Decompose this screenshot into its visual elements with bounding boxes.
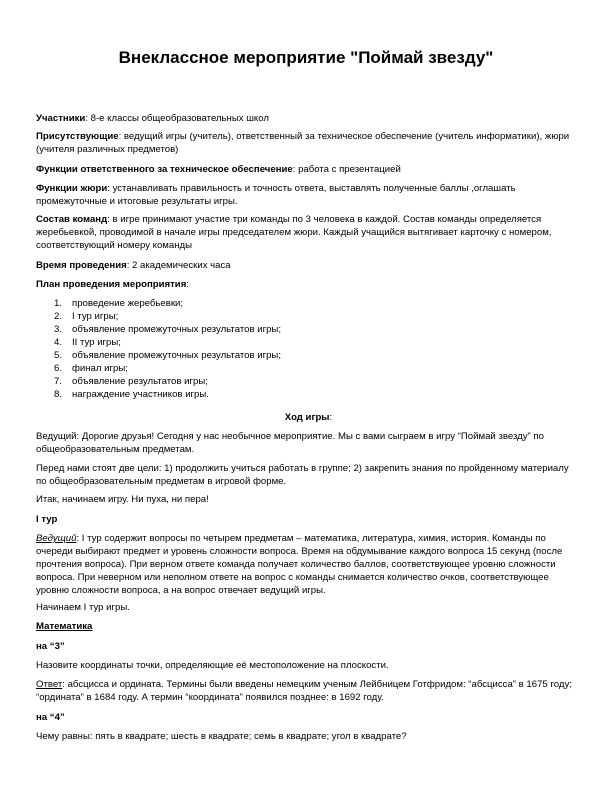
- list-item-number: 2.: [54, 311, 63, 322]
- math-answer-paragraph: [36, 678, 581, 704]
- math-q3-text: Назовите координаты точки, определяющие её местоположение на плоскости.: [36, 660, 389, 671]
- list-item-number: 1.: [54, 298, 63, 309]
- list-item-number: 6.: [54, 363, 63, 374]
- teams-paragraph: [36, 213, 581, 252]
- round1-heading: I тур: [36, 514, 58, 525]
- plan-suffix: :: [186, 279, 189, 290]
- list-item-number: 7.: [54, 376, 63, 387]
- list-item-number: 3.: [54, 324, 63, 335]
- list-item-text: награждение участников игры.: [72, 389, 209, 400]
- time-paragraph: [36, 259, 581, 272]
- list-item-text: финал игры;: [72, 363, 128, 374]
- tech-paragraph: [36, 163, 581, 176]
- tech-text: : работа с презентацией: [292, 164, 401, 175]
- document-title: Внеклассное мероприятие "Поймай звезду": [118, 48, 494, 67]
- list-item-text: проведение жеребьевки;: [72, 298, 184, 309]
- tech-label: Функции ответственного за техническое обеспечение: [36, 164, 293, 175]
- participants-label: Участники: [36, 113, 86, 124]
- jury-text: : устанавливать правильность и точность ответа, выставлять полученные баллы ,оглашать промежуточные и итоговые результаты игры.: [36, 183, 516, 207]
- list-item-text: II тур игры;: [72, 337, 121, 348]
- teams-text: : в игре принимают участие три команды по 3 человека в каждой. Состав команды определяется жеребьевкой, проводимой в начале игры председателем жюри. Каждый учащийся вытягивает карточку с номером, соответствующий номеру команды: [36, 214, 552, 251]
- list-item-number: 5.: [54, 350, 63, 361]
- math-answer-label: Ответ: [36, 679, 63, 690]
- intro-paragraph-1: Ведущий: Дорогие друзья! Сегодня у нас необычное мероприятие. Мы с вами сыграем в игру “Поймай звезду” по общеобразовательным предметам.: [36, 431, 544, 455]
- plan-label: План проведения мероприятия: [36, 279, 187, 290]
- time-label: Время проведения: [36, 260, 127, 271]
- list-item-number: 8.: [54, 389, 63, 400]
- math-heading: Математика: [36, 621, 93, 632]
- present-label: Присутствующие: [36, 131, 119, 142]
- plan-heading: [36, 278, 581, 291]
- course-heading: [36, 411, 581, 424]
- math-q4-text: Чему равны: пять в квадрате; шесть в квадрате; семь в квадрате; угол в квадрате?: [36, 731, 407, 742]
- round1-paragraph: [36, 532, 581, 597]
- round1-start: Начинаем I тур игры.: [36, 602, 130, 613]
- time-text: : 2 академических часа: [126, 260, 231, 271]
- participants-text: : 8-е классы общеобразовательных школ: [85, 113, 269, 124]
- list-item-text: I тур игры;: [72, 311, 119, 322]
- list-item-text: объявление промежуточных результатов игры;: [72, 324, 281, 335]
- intro-paragraph-2: Перед нами стоят две цели: 1) продолжить учиться работать в группе; 2) закрепить знания по пройденному материалу по общеобразовательным предметам в игровой форме.: [36, 463, 569, 487]
- present-text: : ведущий игры (учитель), ответственный за техническое обеспечение (учитель информатики), жюри (учителя различных предметов): [36, 131, 570, 155]
- round1-text: : I тур содержит вопросы по четырем предметам – математика, литература, химия, история. Команды по очереди выбирают предмет и уровень сложности вопроса. Время на обдумывание каждого вопроса 15 секунд (после прочтения вопроса). При верном ответе команда получает количество баллов, соответствующее уровню сложности вопроса. При неверном или неполном ответе на вопрос с команды снимается количество очков, соответствующее уровню сложности вопроса, а на вопрос отвечает ведущий игры.: [36, 533, 563, 596]
- list-item-text: объявление результатов игры;: [72, 376, 208, 387]
- math-answer-text: : абсцисса и ордината. Термины были введены немецким ученым Лейбницем Готфридом: “абсцисса” в 1675 году; “ордината” в 1684 году. А термин “координата” появился позднее: в 1692 году.: [36, 679, 572, 703]
- intro-paragraph-3: Итак, начинаем игру. Ни пуха, ни пера!: [36, 494, 209, 505]
- jury-paragraph: [36, 182, 581, 208]
- teams-label: Состав команд: [36, 214, 108, 225]
- jury-label: Функции жюри: [36, 183, 108, 194]
- course-suffix: :: [329, 412, 333, 423]
- course-label: Ход игры: [284, 412, 330, 423]
- round1-leader-label: Ведущий: [36, 533, 77, 544]
- present-paragraph: [36, 130, 581, 156]
- list-item-number: 4.: [54, 337, 63, 348]
- participants-paragraph: [36, 112, 581, 125]
- list-item-text: объявление промежуточных результатов игры;: [72, 350, 281, 361]
- math-q3-label: на “3”: [36, 641, 65, 652]
- math-q4-label: на “4”: [36, 712, 65, 723]
